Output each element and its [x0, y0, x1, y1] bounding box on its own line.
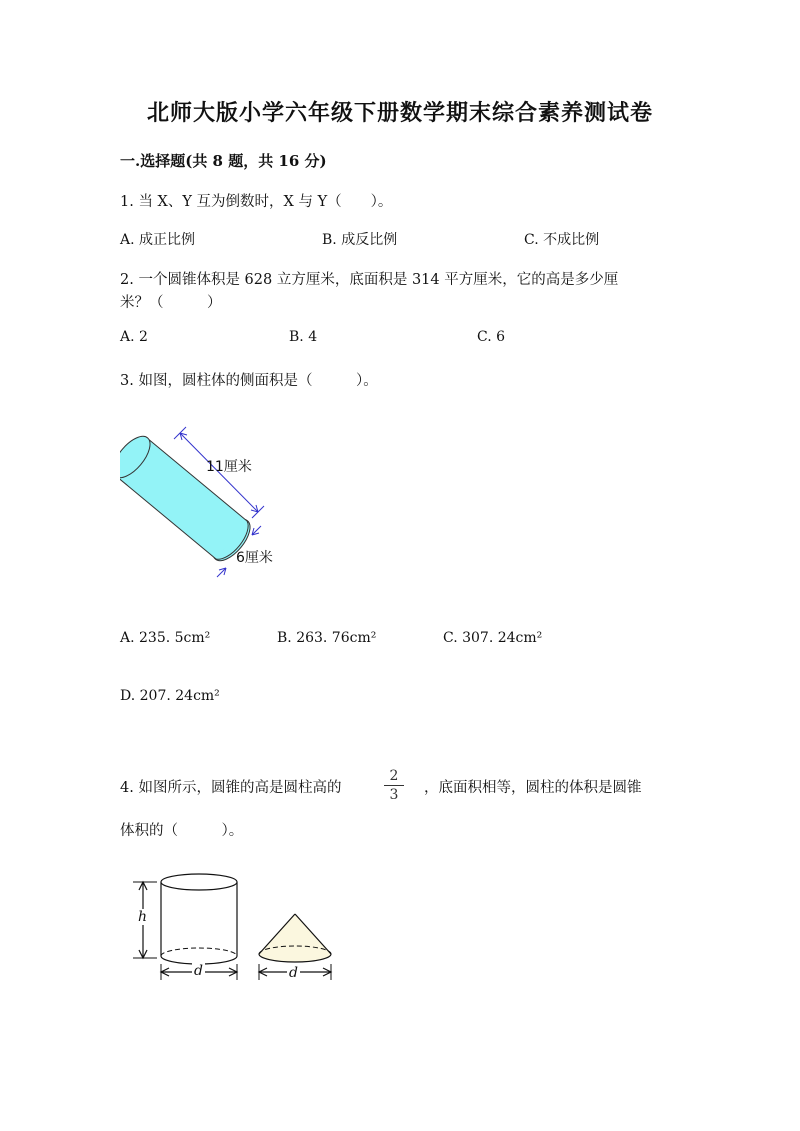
- question-3-option-c: C. 307. 24cm²: [443, 630, 543, 646]
- question-1-option-a: A. 成正比例: [120, 232, 196, 248]
- fraction-numerator: 2: [389, 768, 399, 784]
- question-3-stem: 3. 如图，圆柱体的侧面积是（ ）。: [120, 373, 378, 389]
- question-4-stem-part2: ，底面积相等，圆柱的体积是圆锥: [424, 780, 642, 796]
- question-2-option-c: C. 6: [477, 329, 506, 345]
- question-2-stem-line2: 米？（ ）: [120, 295, 222, 311]
- cylinder-shape: [161, 874, 237, 964]
- question-3-option-d: D. 207. 24cm²: [120, 688, 220, 704]
- question-4-stem-part1: 4. 如图所示，圆锥的高是圆柱高的: [120, 780, 342, 796]
- height-label: h: [138, 909, 148, 925]
- question-1-option-b: B. 成反比例: [322, 232, 398, 248]
- question-3-option-b: B. 263. 76cm²: [277, 630, 377, 646]
- cylinder-diameter-label: d: [194, 963, 203, 979]
- cone-diameter-label: d: [289, 965, 298, 981]
- cylinder-cone-figure: [125, 868, 345, 993]
- page-title: 北师大版小学六年级下册数学期末综合素养测试卷: [146, 100, 653, 126]
- question-3-option-a: A. 235. 5cm²: [120, 630, 211, 646]
- fraction-denominator: 3: [389, 787, 399, 803]
- section-heading: 一.选择题(共 8 题，共 16 分): [120, 152, 327, 170]
- cylinder-diameter-label: 6厘米: [236, 550, 273, 566]
- question-1-option-c: C. 不成比例: [524, 232, 600, 248]
- question-2-option-b: B. 4: [289, 329, 318, 345]
- question-2-stem-line1: 2. 一个圆锥体积是 628 立方厘米，底面积是 314 平方厘米，它的高是多少厘: [120, 272, 619, 288]
- fraction-two-thirds: [384, 768, 404, 803]
- question-1-stem: 1. 当 X、Y 互为倒数时，X 与 Y（ ）。: [120, 194, 393, 210]
- question-2-option-a: A. 2: [120, 329, 148, 345]
- question-4-stem-line2: 体积的（ ）。: [120, 823, 244, 839]
- cone-shape: [259, 914, 331, 962]
- cylinder-length-label: 11厘米: [206, 459, 252, 475]
